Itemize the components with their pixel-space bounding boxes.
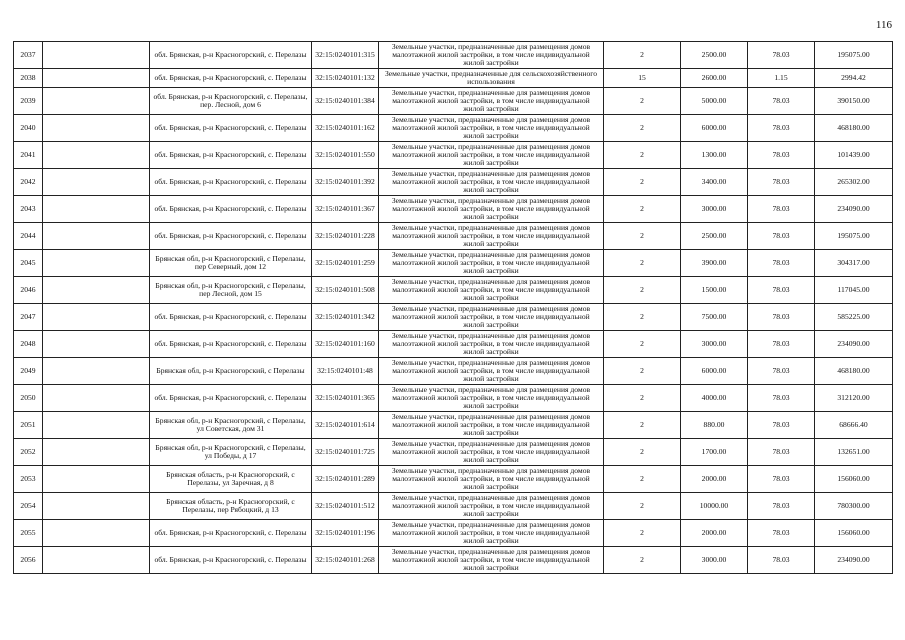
address-cell: обл. Брянская, р-н Красногорский, с. Перелазы xyxy=(150,142,312,169)
cadastral-number-cell: 32:15:0240101:228 xyxy=(312,223,379,250)
land-use-cell: Земельные участки, предназначенные для размещения домов малоэтажной жилой застройки, в том числе индивидуальной жилой застройки xyxy=(379,547,604,574)
table-row xyxy=(14,304,893,331)
specific-value-cell: 78.03 xyxy=(748,142,815,169)
row-number-cell: 2054 xyxy=(14,493,43,520)
row-number-cell: 2038 xyxy=(14,69,43,88)
land-use-cell: Земельные участки, предназначенные для размещения домов малоэтажной жилой застройки, в том числе индивидуальной жилой застройки xyxy=(379,196,604,223)
table-row xyxy=(14,466,893,493)
cadastral-number-cell: 32:15:0240101:315 xyxy=(312,42,379,69)
specific-value-cell: 1.15 xyxy=(748,69,815,88)
specific-value-cell: 78.03 xyxy=(748,520,815,547)
empty-cell xyxy=(43,196,150,223)
row-number-cell: 2042 xyxy=(14,169,43,196)
cadastral-value-cell: 585225.00 xyxy=(815,304,893,331)
cadastral-number-cell: 32:15:0240101:550 xyxy=(312,142,379,169)
address-cell: обл. Брянская, р-н Красногорский, с. Перелазы xyxy=(150,196,312,223)
empty-cell xyxy=(43,358,150,385)
empty-cell xyxy=(43,493,150,520)
cadastral-number-cell: 32:15:0240101:725 xyxy=(312,439,379,466)
empty-cell xyxy=(43,88,150,115)
address-cell: обл. Брянская, р-н Красногорский, с. Перелазы xyxy=(150,169,312,196)
area-cell: 4000.00 xyxy=(681,385,748,412)
table-row xyxy=(14,42,893,69)
cadastral-value-cell: 468180.00 xyxy=(815,115,893,142)
table-row xyxy=(14,412,893,439)
address-cell: обл. Брянская, р-н Красногорский, с. Перелазы xyxy=(150,223,312,250)
cadastral-value-cell: 156060.00 xyxy=(815,466,893,493)
land-use-cell: Земельные участки, предназначенные для размещения домов малоэтажной жилой застройки, в том числе индивидуальной жилой застройки xyxy=(379,493,604,520)
specific-value-cell: 78.03 xyxy=(748,412,815,439)
group-cell: 2 xyxy=(604,547,681,574)
area-cell: 10000.00 xyxy=(681,493,748,520)
land-use-cell: Земельные участки, предназначенные для размещения домов малоэтажной жилой застройки, в том числе индивидуальной жилой застройки xyxy=(379,88,604,115)
cadastral-value-cell: 265302.00 xyxy=(815,169,893,196)
address-cell: обл. Брянская, р-н Красногорский, с. Перелазы, пер. Лесной, дом 6 xyxy=(150,88,312,115)
cadastral-number-cell: 32:15:0240101:512 xyxy=(312,493,379,520)
land-use-cell: Земельные участки, предназначенные для сельскохозяйственного использования xyxy=(379,69,604,88)
empty-cell xyxy=(43,331,150,358)
address-cell: обл. Брянская, р-н Красногорский, с. Перелазы xyxy=(150,520,312,547)
specific-value-cell: 78.03 xyxy=(748,547,815,574)
table-body xyxy=(14,42,893,574)
table-row xyxy=(14,331,893,358)
cadastral-number-cell: 32:15:0240101:48 xyxy=(312,358,379,385)
cadastral-value-cell: 390150.00 xyxy=(815,88,893,115)
area-cell: 2000.00 xyxy=(681,520,748,547)
land-use-cell: Земельные участки, предназначенные для размещения домов малоэтажной жилой застройки, в том числе индивидуальной жилой застройки xyxy=(379,385,604,412)
cadastral-number-cell: 32:15:0240101:289 xyxy=(312,466,379,493)
cadastral-value-cell: 468180.00 xyxy=(815,358,893,385)
group-cell: 2 xyxy=(604,142,681,169)
table-row xyxy=(14,547,893,574)
row-number-cell: 2053 xyxy=(14,466,43,493)
cadastral-value-cell: 195075.00 xyxy=(815,42,893,69)
specific-value-cell: 78.03 xyxy=(748,115,815,142)
row-number-cell: 2051 xyxy=(14,412,43,439)
address-cell: обл. Брянская, р-н Красногорский, с. Перелазы xyxy=(150,69,312,88)
address-cell: обл. Брянская, р-н Красногорский, с. Перелазы xyxy=(150,115,312,142)
empty-cell xyxy=(43,250,150,277)
empty-cell xyxy=(43,142,150,169)
cadastral-value-cell: 195075.00 xyxy=(815,223,893,250)
row-number-cell: 2049 xyxy=(14,358,43,385)
land-use-cell: Земельные участки, предназначенные для размещения домов малоэтажной жилой застройки, в том числе индивидуальной жилой застройки xyxy=(379,277,604,304)
group-cell: 2 xyxy=(604,277,681,304)
address-cell: Брянская обл, р-н Красногорский, с Перелазы, ул Советская, дом 31 xyxy=(150,412,312,439)
table-row xyxy=(14,223,893,250)
table-row xyxy=(14,493,893,520)
address-cell: Брянская область, р-н Красногорский, с Перелазы, пер Рябоцкий, д 13 xyxy=(150,493,312,520)
address-cell: обл. Брянская, р-н Красногорский, с. Перелазы xyxy=(150,547,312,574)
specific-value-cell: 78.03 xyxy=(748,169,815,196)
cadastral-value-table xyxy=(13,41,893,574)
cadastral-number-cell: 32:15:0240101:132 xyxy=(312,69,379,88)
group-cell: 15 xyxy=(604,69,681,88)
cadastral-value-cell: 304317.00 xyxy=(815,250,893,277)
cadastral-value-cell: 234090.00 xyxy=(815,196,893,223)
area-cell: 3000.00 xyxy=(681,196,748,223)
cadastral-value-cell: 2994.42 xyxy=(815,69,893,88)
group-cell: 2 xyxy=(604,304,681,331)
cadastral-value-cell: 780300.00 xyxy=(815,493,893,520)
address-cell: Брянская обл, р-н Красногорский, с Перелазы, пер Лесной, дом 15 xyxy=(150,277,312,304)
cadastral-number-cell: 32:15:0240101:365 xyxy=(312,385,379,412)
row-number-cell: 2050 xyxy=(14,385,43,412)
empty-cell xyxy=(43,277,150,304)
table-row xyxy=(14,169,893,196)
land-use-cell: Земельные участки, предназначенные для размещения домов малоэтажной жилой застройки, в том числе индивидуальной жилой застройки xyxy=(379,466,604,493)
specific-value-cell: 78.03 xyxy=(748,385,815,412)
specific-value-cell: 78.03 xyxy=(748,439,815,466)
area-cell: 1700.00 xyxy=(681,439,748,466)
area-cell: 2500.00 xyxy=(681,223,748,250)
group-cell: 2 xyxy=(604,412,681,439)
empty-cell xyxy=(43,385,150,412)
group-cell: 2 xyxy=(604,520,681,547)
empty-cell xyxy=(43,412,150,439)
cadastral-value-cell: 234090.00 xyxy=(815,547,893,574)
table-row xyxy=(14,358,893,385)
table-row xyxy=(14,385,893,412)
row-number-cell: 2040 xyxy=(14,115,43,142)
row-number-cell: 2044 xyxy=(14,223,43,250)
group-cell: 2 xyxy=(604,466,681,493)
address-cell: обл. Брянская, р-н Красногорский, с. Перелазы xyxy=(150,304,312,331)
specific-value-cell: 78.03 xyxy=(748,196,815,223)
specific-value-cell: 78.03 xyxy=(748,250,815,277)
address-cell: Брянская область, р-н Красногорский, с Перелазы, ул Заречная, д 8 xyxy=(150,466,312,493)
group-cell: 2 xyxy=(604,250,681,277)
address-cell: обл. Брянская, р-н Красногорский, с. Перелазы xyxy=(150,385,312,412)
specific-value-cell: 78.03 xyxy=(748,304,815,331)
land-use-cell: Земельные участки, предназначенные для размещения домов малоэтажной жилой застройки, в том числе индивидуальной жилой застройки xyxy=(379,250,604,277)
empty-cell xyxy=(43,169,150,196)
land-use-cell: Земельные участки, предназначенные для размещения домов малоэтажной жилой застройки, в том числе индивидуальной жилой застройки xyxy=(379,42,604,69)
specific-value-cell: 78.03 xyxy=(748,88,815,115)
empty-cell xyxy=(43,69,150,88)
area-cell: 6000.00 xyxy=(681,115,748,142)
area-cell: 880.00 xyxy=(681,412,748,439)
empty-cell xyxy=(43,547,150,574)
area-cell: 1300.00 xyxy=(681,142,748,169)
row-number-cell: 2055 xyxy=(14,520,43,547)
cadastral-number-cell: 32:15:0240101:160 xyxy=(312,331,379,358)
group-cell: 2 xyxy=(604,223,681,250)
empty-cell xyxy=(43,304,150,331)
specific-value-cell: 78.03 xyxy=(748,331,815,358)
cadastral-number-cell: 32:15:0240101:367 xyxy=(312,196,379,223)
cadastral-number-cell: 32:15:0240101:196 xyxy=(312,520,379,547)
land-use-cell: Земельные участки, предназначенные для размещения домов малоэтажной жилой застройки, в том числе индивидуальной жилой застройки xyxy=(379,358,604,385)
land-use-cell: Земельные участки, предназначенные для размещения домов малоэтажной жилой застройки, в том числе индивидуальной жилой застройки xyxy=(379,115,604,142)
table-row xyxy=(14,69,893,88)
specific-value-cell: 78.03 xyxy=(748,466,815,493)
table-row xyxy=(14,439,893,466)
table-row xyxy=(14,250,893,277)
group-cell: 2 xyxy=(604,42,681,69)
table-row xyxy=(14,196,893,223)
specific-value-cell: 78.03 xyxy=(748,223,815,250)
area-cell: 5000.00 xyxy=(681,88,748,115)
row-number-cell: 2037 xyxy=(14,42,43,69)
area-cell: 1500.00 xyxy=(681,277,748,304)
land-use-cell: Земельные участки, предназначенные для размещения домов малоэтажной жилой застройки, в том числе индивидуальной жилой застройки xyxy=(379,169,604,196)
cadastral-number-cell: 32:15:0240101:508 xyxy=(312,277,379,304)
area-cell: 3400.00 xyxy=(681,169,748,196)
land-use-cell: Земельные участки, предназначенные для размещения домов малоэтажной жилой застройки, в том числе индивидуальной жилой застройки xyxy=(379,142,604,169)
address-cell: Брянская обл, р-н Красногорский, с Перелазы, пер Северный, дом 12 xyxy=(150,250,312,277)
group-cell: 2 xyxy=(604,358,681,385)
table-row xyxy=(14,142,893,169)
empty-cell xyxy=(43,42,150,69)
cadastral-number-cell: 32:15:0240101:342 xyxy=(312,304,379,331)
empty-cell xyxy=(43,439,150,466)
cadastral-number-cell: 32:15:0240101:614 xyxy=(312,412,379,439)
empty-cell xyxy=(43,520,150,547)
cadastral-number-cell: 32:15:0240101:392 xyxy=(312,169,379,196)
table-row xyxy=(14,115,893,142)
row-number-cell: 2048 xyxy=(14,331,43,358)
group-cell: 2 xyxy=(604,439,681,466)
group-cell: 2 xyxy=(604,115,681,142)
cadastral-value-cell: 234090.00 xyxy=(815,331,893,358)
area-cell: 6000.00 xyxy=(681,358,748,385)
area-cell: 2600.00 xyxy=(681,69,748,88)
group-cell: 2 xyxy=(604,169,681,196)
group-cell: 2 xyxy=(604,493,681,520)
row-number-cell: 2056 xyxy=(14,547,43,574)
cadastral-number-cell: 32:15:0240101:268 xyxy=(312,547,379,574)
area-cell: 3900.00 xyxy=(681,250,748,277)
specific-value-cell: 78.03 xyxy=(748,358,815,385)
cadastral-number-cell: 32:15:0240101:162 xyxy=(312,115,379,142)
address-cell: обл. Брянская, р-н Красногорский, с. Перелазы xyxy=(150,42,312,69)
group-cell: 2 xyxy=(604,196,681,223)
cadastral-number-cell: 32:15:0240101:384 xyxy=(312,88,379,115)
cadastral-value-cell: 117045.00 xyxy=(815,277,893,304)
area-cell: 2000.00 xyxy=(681,466,748,493)
specific-value-cell: 78.03 xyxy=(748,42,815,69)
row-number-cell: 2039 xyxy=(14,88,43,115)
cadastral-value-cell: 101439.00 xyxy=(815,142,893,169)
group-cell: 2 xyxy=(604,88,681,115)
cadastral-value-cell: 156060.00 xyxy=(815,520,893,547)
cadastral-value-cell: 132651.00 xyxy=(815,439,893,466)
row-number-cell: 2041 xyxy=(14,142,43,169)
land-use-cell: Земельные участки, предназначенные для размещения домов малоэтажной жилой застройки, в том числе индивидуальной жилой застройки xyxy=(379,520,604,547)
land-use-cell: Земельные участки, предназначенные для размещения домов малоэтажной жилой застройки, в том числе индивидуальной жилой застройки xyxy=(379,412,604,439)
group-cell: 2 xyxy=(604,385,681,412)
table-row xyxy=(14,277,893,304)
specific-value-cell: 78.03 xyxy=(748,277,815,304)
cadastral-value-cell: 312120.00 xyxy=(815,385,893,412)
area-cell: 3000.00 xyxy=(681,547,748,574)
empty-cell xyxy=(43,115,150,142)
group-cell: 2 xyxy=(604,331,681,358)
land-use-cell: Земельные участки, предназначенные для размещения домов малоэтажной жилой застройки, в том числе индивидуальной жилой застройки xyxy=(379,439,604,466)
row-number-cell: 2047 xyxy=(14,304,43,331)
address-cell: Брянская обл, р-н Красногорский, с Перелазы xyxy=(150,358,312,385)
row-number-cell: 2052 xyxy=(14,439,43,466)
table-row xyxy=(14,520,893,547)
address-cell: Брянская обл, р-н Красногорский, с Перелазы, ул Победы, д 17 xyxy=(150,439,312,466)
land-use-cell: Земельные участки, предназначенные для размещения домов малоэтажной жилой застройки, в том числе индивидуальной жилой застройки xyxy=(379,223,604,250)
land-use-cell: Земельные участки, предназначенные для размещения домов малоэтажной жилой застройки, в том числе индивидуальной жилой застройки xyxy=(379,331,604,358)
cadastral-number-cell: 32:15:0240101:259 xyxy=(312,250,379,277)
row-number-cell: 2046 xyxy=(14,277,43,304)
cadastral-value-cell: 68666.40 xyxy=(815,412,893,439)
empty-cell xyxy=(43,466,150,493)
row-number-cell: 2045 xyxy=(14,250,43,277)
area-cell: 2500.00 xyxy=(681,42,748,69)
empty-cell xyxy=(43,223,150,250)
address-cell: обл. Брянская, р-н Красногорский, с. Перелазы xyxy=(150,331,312,358)
row-number-cell: 2043 xyxy=(14,196,43,223)
table-row xyxy=(14,88,893,115)
area-cell: 7500.00 xyxy=(681,304,748,331)
page-number: 116 xyxy=(875,19,892,31)
land-use-cell: Земельные участки, предназначенные для размещения домов малоэтажной жилой застройки, в том числе индивидуальной жилой застройки xyxy=(379,304,604,331)
area-cell: 3000.00 xyxy=(681,331,748,358)
specific-value-cell: 78.03 xyxy=(748,493,815,520)
